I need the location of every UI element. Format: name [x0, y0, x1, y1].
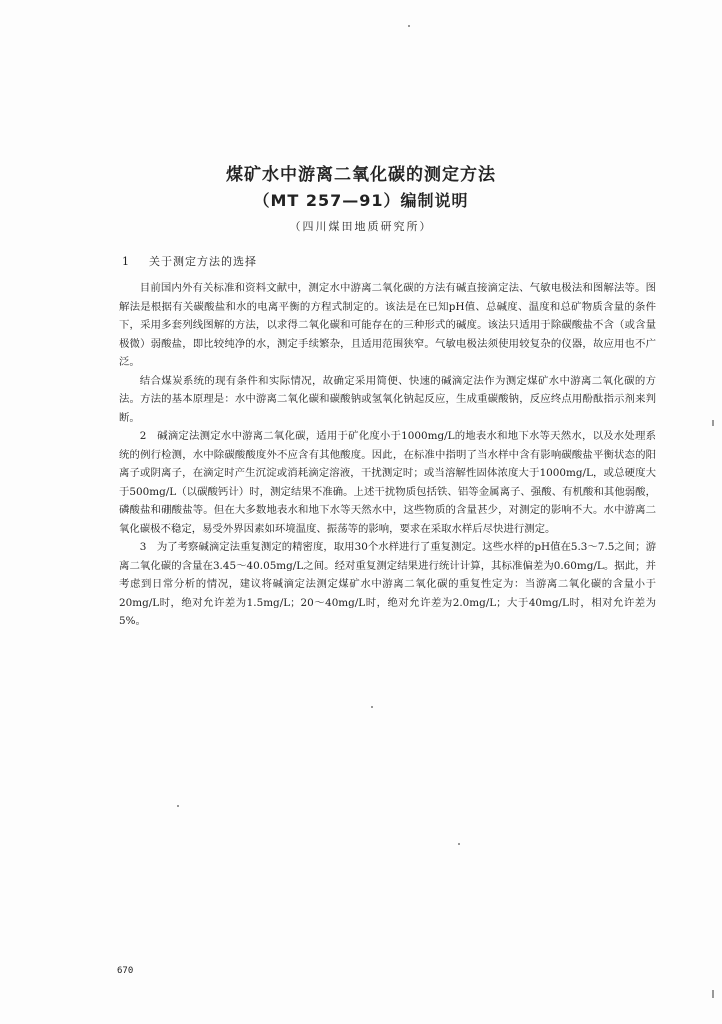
- document-subtitle: （MT 257—91）编制说明: [253, 191, 469, 210]
- scan-edge-mark: [712, 420, 714, 426]
- paragraph: 目前国内外有关标准和资料文献中，测定水中游离二氧化碳的方法有碱直接滴定法、气敏电极法和图解法等。图解法是根据有关碳酸盐和水的电离平衡的方程式制定的。该法是在已知pH值、总碱度、温度和总矿物质含量的条件下，采用多套列线图解的方法，以求得二氧化碳和可能存在的三种形式的碱度。该法只适用于除碳酸盐不含（或含量极微）弱酸盐，即比较纯净的水，测定手续繁杂，且适用范围狭窄。气敏电极法须使用较复杂的仪器，故应用也不广泛。: [119, 282, 656, 368]
- scan-speck: [408, 25, 410, 27]
- body-text: [119, 279, 656, 631]
- page-number: 670: [117, 966, 134, 976]
- section-number: 1: [122, 255, 130, 268]
- paragraph: 结合煤炭系统的现有条件和实际情况，故确定采用简便、快速的碱滴定法作为测定煤矿水中游离二氧化碳的方法。方法的基本原理是：水中游离二氧化碳和碳酸钠或氢氧化钠起反应，生成重碳酸钠，反应终点用酚酞指示剂来判断。: [119, 374, 656, 424]
- section-title: 关于测定方法的选择: [149, 255, 257, 268]
- scan-speck: [177, 805, 179, 807]
- document-title: 煤矿水中游离二氧化碳的测定方法: [226, 165, 496, 185]
- paragraph: 3 为了考察碱滴定法重复测定的精密度，取用30个水样进行了重复测定。这些水样的pH值在5.3～7.5之间；游离二氧化碳的含量在3.45～40.05mg/L之间。经对重复测定结果进行统计计算，其标准偏差为0.60mg/L。据此，并考虑到日常分析的情况，建议将碱滴定法测定煤矿水中游离二氧化碳的重复性定为：当游离二氧化碳的含量小于20mg/L时，绝对允许差为1.5mg/L；20～40mg/L时，绝对允许差为2.0mg/L；大于40mg/L时，相对允许差为5%。: [119, 541, 656, 627]
- scan-edge-mark: [712, 990, 714, 998]
- paragraph: 2 碱滴定法测定水中游离二氧化碳，适用于矿化度小于1000mg/L的地表水和地下水等天然水，以及水处理系统的例行检测，水中除碳酸酸度外不应含有其他酸度。因此，在标准中指明了当水样中含有影响碳酸盐平衡状态的阳离子或阴离子，在滴定时产生沉淀或消耗滴定溶液，干扰测定时；或当溶解性固体浓度大于1000mg/L，或总硬度大于500mg/L（以碳酸钙计）时，测定结果不准确。上述干扰物质包括铁、铝等金属离子、强酸、有机酸和其他弱酸，磷酸盐和硼酸盐等。但在大多数地表水和地下水等天然水中，这些物质的含量甚少，对测定的影响不大。水中游离二氧化碳极不稳定，易受外界因素如环境温度、振荡等的影响，要求在采取水样后尽快进行测定。: [119, 430, 656, 535]
- author-affiliation: （四川煤田地质研究所）: [289, 220, 433, 233]
- scan-speck: [371, 706, 373, 708]
- scan-speck: [458, 843, 460, 845]
- section-heading: [122, 253, 257, 269]
